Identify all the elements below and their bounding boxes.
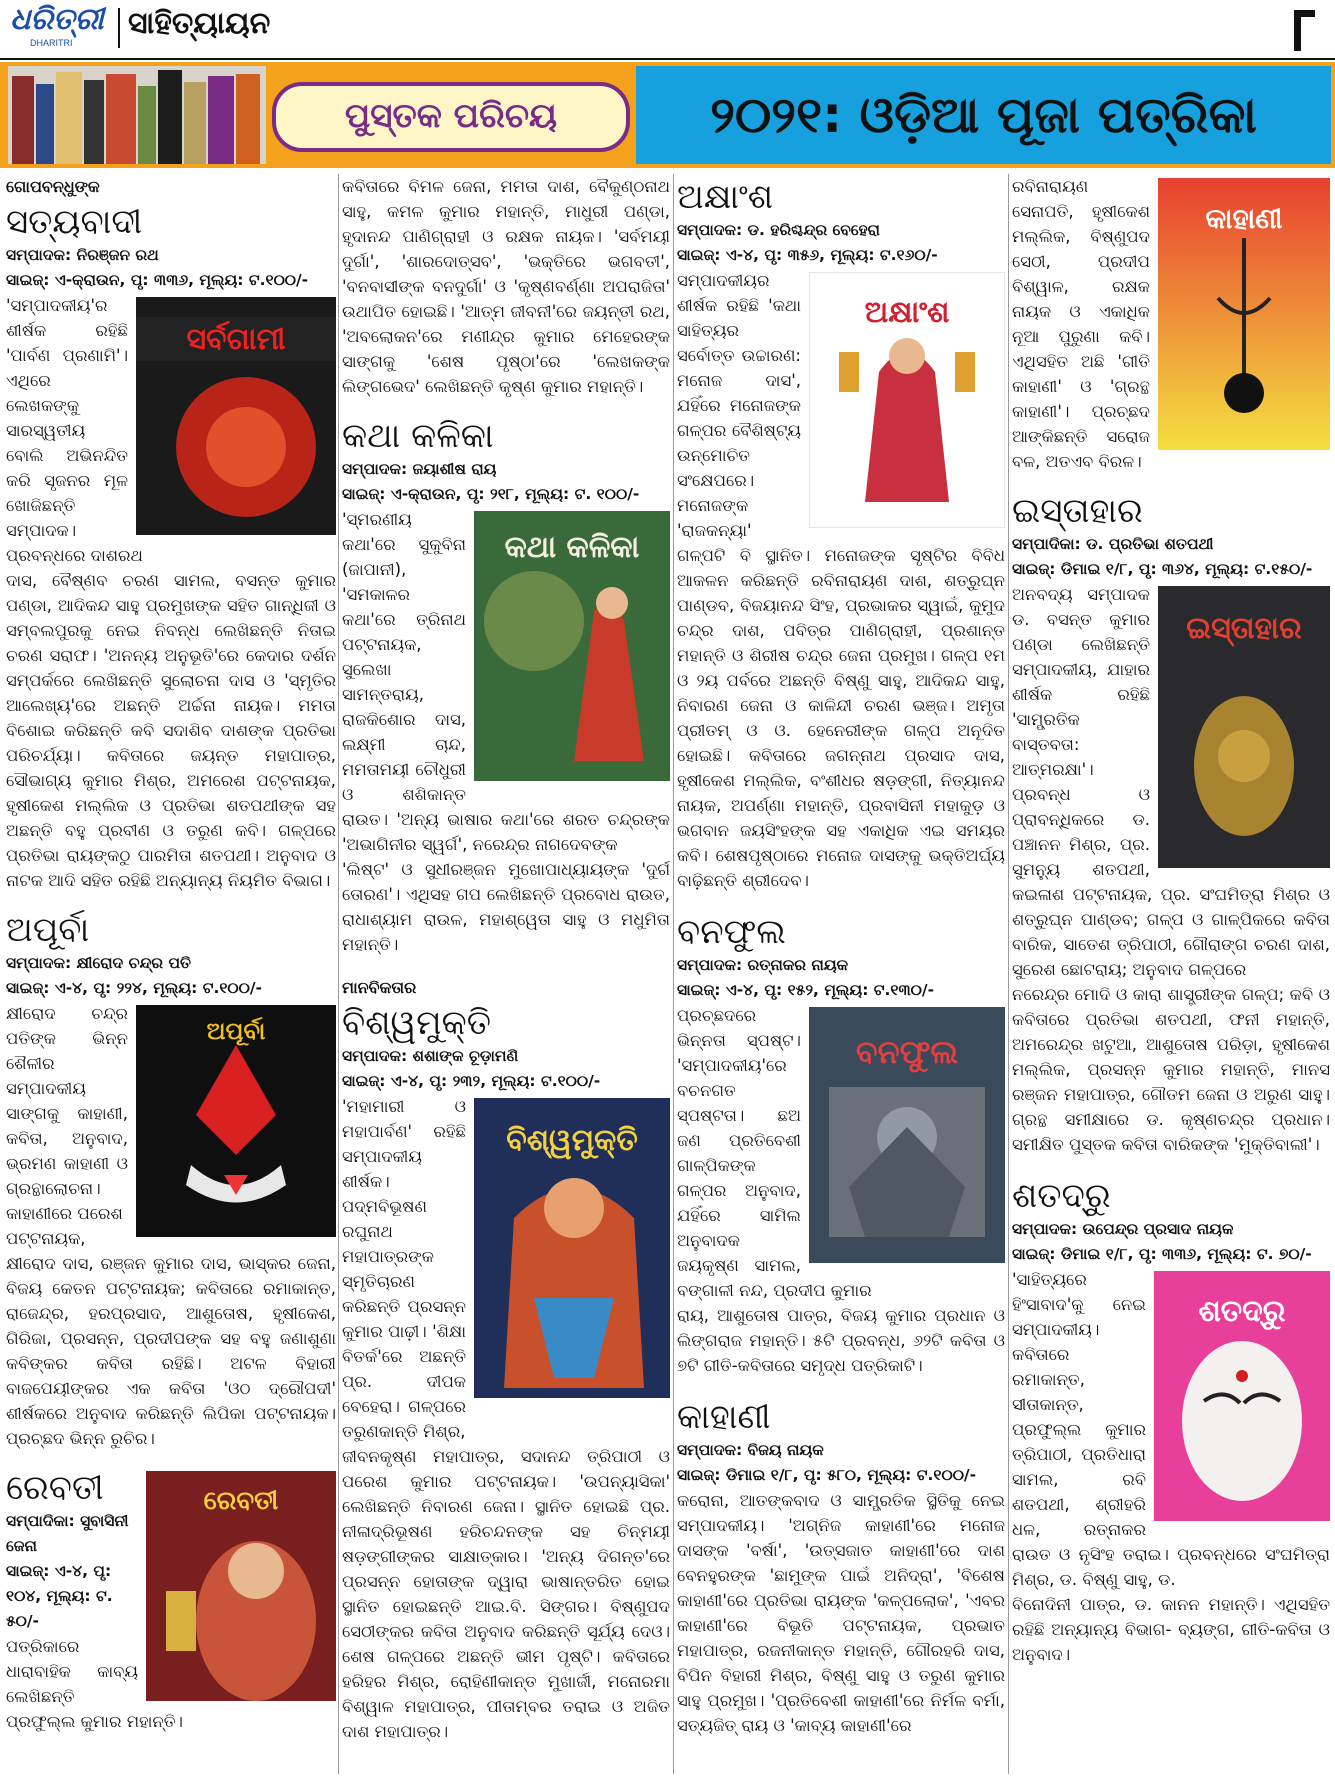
article-editor: ସମ୍ପାଦିକା: ଡ. ପ୍ରତିଭା ଶତପଥୀ (1012, 535, 1214, 553)
cover-title: ରେବତୀ (203, 1486, 279, 1516)
article-kahani (677, 1396, 1005, 1738)
article-title: ସତ୍ୟବାଦୀ (6, 202, 143, 242)
article-size: ସାଇଜ୍: ଡିମାଇ ୧/୮, ପୃ: ୫୮୦, ମୂଲ୍ୟ: ଟ.୧୦୦/- (677, 1466, 977, 1484)
article-title: ଇସ୍ତାହାର (1012, 491, 1143, 531)
article-apurba (6, 909, 336, 1451)
article-title: ବନଫୁଲ (677, 912, 786, 952)
article-title: ଅପୂର୍ବା (6, 910, 90, 950)
article-text: 'ସାହିତ୍ୟରେ ହିଂସାବାଦ'କୁ ନେଇ ସମ୍ପାଦକୀୟ। କବିତାରେ ରମାକାନ୍ତ, ସୀତାକାନ୍ତ, ପ୍ରଫୁଲ୍ଲ କୁମାର ତ୍ରିପାଠୀ, ପ୍ରତିଧାରା ସାମଲ, ରବି ଶତପଥୀ, ଶ୍ରୀହରି ଧଳ, ରତ୍ନାକର ରାଉତ ଓ ନୃସିଂହ ତରାଇ। ପ୍ରବନ୍ଧରେ ସଂଘମିତ୍ରା ମିଶ୍ର, ଡ. ବିଷ୍ଣୁ ସାହୁ, ଡ. (1012, 1270, 1330, 1589)
shatadru-cover-image (1154, 1271, 1330, 1521)
article-editor: ସମ୍ପାଦକ: ବିଜୟ ନାୟକ (677, 1441, 824, 1459)
masthead (0, 0, 1335, 60)
article-title: ଅକ୍ଷାଂଶ (677, 177, 774, 217)
article-text: ଦାସ, ବୈଷ୍ଣବ ଚରଣ ସାମଲ, ବସନ୍ତ କୁମାର ପଣ୍ଡା, ଆଦିକନ୍ଦ ସାହୁ ପ୍ରମୁଖଙ୍କ ସହିତ ଗାନ୍ଧିଜୀ ଓ ସମ୍ବଲପୁରକୁ ନେଇ ନିବନ୍ଧ ଲେଖିଛନ୍ତି ନିତାଇ ଚରଣ ସରାଫ। 'ଅନନ୍ୟ ଅନୁଭୂତି'ରେ କେଦାର ଦର୍ଶନ ସମ୍ପର୍କରେ ଲେଖିଛନ୍ତି ସୁଲୋଚନା ଦାସ ଓ 'ସ୍ମୃତିର ଆଲେଖ୍ୟ'ରେ ଅଛନ୍ତି ଅର୍ଚ୍ଚନା ନାୟକ। ମମତା ବିଶୋଇ କରିଛନ୍ତି କବି ସଦାଶିବ ଦାଶଙ୍କ ପ୍ରତିଭା ପରିଚର୍ଯ୍ୟା। କବିତାରେ ଜୟନ୍ତ ମହାପାତ୍ର, ସୌଭାଗ୍ୟ କୁମାର ମିଶ୍ର, ଅମରେଶ ପଟ୍ଟନାୟକ, ହୃଷୀକେଶ ମଲ୍ଲିକ ଓ ପ୍ରତିଭା ଶତପଥୀଙ୍କ ସହ ଅଛନ୍ତି ବହୁ ପ୍ରବୀଣ ଓ ତରୁଣ କବି। ଗଳ୍ପରେ ପ୍ରତିଭା ରାୟଙ୍କଠୁ ପାରମିତା ଶତପଥୀ। ଅନୁବାଦ ଓ ନାଟକ ଆଦି ସହିତ ରହିଛି ଅନ୍ୟାନ୍ୟ ନିୟମିତ ବିଭାଗ। (6, 571, 336, 890)
logo-subtitle: DHARITRI (30, 38, 73, 48)
article-banaphula (677, 911, 1005, 1378)
article-editor: ସମ୍ପାଦକ: ରତ୍ନାକର ନାୟକ (677, 956, 849, 974)
article-text: ପତ୍ରିକାରେ ଧାରାବାହିକ କାବ୍ୟ ଲେଖିଛନ୍ତି ପ୍ରଫୁଲ୍ଲ କୁମାର ମହାନ୍ତି। (6, 1637, 183, 1731)
article-akshyansha (677, 176, 1005, 893)
article-editor: ସମ୍ପାଦିକା: ସୁବାସିନୀ ଜେନା (6, 1512, 129, 1555)
article-title: ରେବତୀ (6, 1468, 104, 1508)
article-editor: ସମ୍ପାଦକ: ଜୟାଶୀଷ ରାୟ (342, 460, 497, 478)
article-editor: ସମ୍ପାଦକ: ନିରଞ୍ଜନ ରଥ (6, 246, 159, 264)
bishwamukti-cover-image (474, 1098, 670, 1398)
article-text: ବିନୋଦିନୀ ପାତ୍ର, ଡ. କାନନ ମହାନ୍ତି। ଏଥିସହିତ ରହିଛି ଅନ୍ୟାନ୍ୟ ବିଭାଗ- ବ୍ୟଙ୍ଗ, ଗୀତି-କବିତା ଓ ଅନୁବାଦ। (1012, 1595, 1330, 1664)
banaphula-cover-image (809, 1007, 1005, 1263)
article-text: 'ମହାମାରୀ ଓ ମହାପାର୍ବଣ' ରହିଛି ସମ୍ପାଦକୀୟ ଶୀର୍ଷକ। ପଦ୍ମବିଭୂଷଣ ରଘୁନାଥ ମହାପାତ୍ରଙ୍କ ସ୍ମୃତିଚାରଣ କରିଛନ୍ତି ପ୍ରସନ୍ନ କୁମାର ପାଢ଼ୀ। 'ଶିକ୍ଷା ବିତର୍କ'ରେ ଅଛନ୍ତି ପ୍ର. ଦୀପକ ବେହେରା। ଗଳ୍ପରେ ତରୁଣକାନ୍ତି ମିଶ୍ର, (342, 1097, 466, 1441)
article-rebati (6, 1467, 336, 1734)
kathakalika-cover-image (474, 511, 670, 781)
article-text: ରବିନାରାୟଣ ସେନାପତି, ହୃଷୀକେଶ ମଲ୍ଲିକ, ବିଷ୍ଣୁପଦ ସେଠୀ, ପ୍ରଦୀପ ବିଶ୍ୱାଳ, ରକ୍ଷକ ନାୟକ ଓ ଏକାଧିକ ନୂଆ ପୁରୁଣା କବି। ଏଥିସହିତ ଅଛି 'ଗୀତି କାହାଣୀ' ଓ 'ଗ୍ରନ୍ଥ କାହାଣୀ'। ପ୍ରଚ୍ଛଦ ଆଙ୍କିଛନ୍ତି ସରୋଜ ବଳ, ଅତଏବ ବିରଳ। (1012, 177, 1150, 471)
corner-mark-icon (1294, 10, 1315, 51)
article-text: ପ୍ରଚ୍ଛଦରେ ଭିନ୍ନତା ସ୍ପଷ୍ଟ। 'ସମ୍ପାଦକୀୟ'ରେ ବଚନଗତ ସ୍ପଷ୍ଟତା। ଛଅ ଜଣ ପ୍ରତିବେଶୀ ଗାଳ୍ପିକଙ୍କ ଗଳ୍ପର ଅନୁବାଦ, ଯହିଁରେ ସାମିଲ ଅନୁବାଦକ ଜୟକୃଷ୍ଣ ସାମଲ, ବଙ୍ଗାଳୀ ନନ୍ଦ, ପ୍ରଦୀପ କୁମାର (677, 1006, 872, 1300)
column-rule (1008, 174, 1009, 1774)
article-istahar (1012, 490, 1330, 1157)
column-3 (677, 174, 1005, 1774)
article-title: ବିଶ୍ୱମୁକ୍ତି (342, 1003, 491, 1043)
article-pretitle: ମାନବିକତାର (342, 978, 417, 997)
article-editor: ସମ୍ପାଦକ: କ୍ଷୀରୋଦ ଚନ୍ଦ୍ର ପତି (6, 954, 192, 972)
column-4 (1012, 174, 1330, 1774)
article-size: ସାଇଜ୍: ଏ-୪, ପୃ: ୨୩୨, ମୂଲ୍ୟ: ଟ.୧୦୦/- (342, 1072, 601, 1090)
cover-title: ଅପୂର୍ବା (206, 1017, 266, 1045)
article-text: ପଟ୍ଟନାୟକ, କ୍ଷୀରୋଦ ଦାସ, ରଞ୍ଜନ କୁମାର ଦାସ, ଭାସ୍କର ଜେନା, ବିଜୟ କେତନ ପଟ୍ଟନାୟକ; କବିତାରେ ରମାକାନ୍ତ, ରାଜେନ୍ଦ୍ର, ହରପ୍ରସାଦ, ଆଶୁତୋଷ, ହୃଷୀକେଶ, ଗିରିଜା, ପ୍ରସନ୍ନ, ପ୍ରଦୀପଙ୍କ ସହ ବହୁ ଜଣାଶୁଣା କବିଙ୍କର କବିତା ରହିଛି। ଅଟଳ ବିହାରୀ ବାଜପେୟୀଙ୍କର ଏକ କବିତା 'ଓଠ ଦ୍ରୌପଦୀ' ଶୀର୍ଷକରେ ଅନୁବାଦ କରିଛନ୍ତି ଲିପିକା ପଟ୍ଟନାୟକ। ପ୍ରଚ୍ଛଦ ଭିନ୍ନ ରୁଚିର। (6, 1229, 336, 1448)
column-2 (342, 174, 670, 1774)
apurba-cover-image (136, 1005, 336, 1237)
dharitri-logo[interactable]: ଧରିତ୍ରୀ (10, 2, 104, 37)
article-text: 'ରାଜକନ୍ୟା' ଗଳ୍ପଟି ବି ସ୍ଥାନିତ। ମନୋଜଙ୍କ ସୃଷ୍ଟିର ବିବିଧ ଆକଳନ କରିଛନ୍ତି ରବିନାରାୟଣ ଦାଶ, ଶତ୍ରୁଘ୍ନ ପାଣ୍ଡବ, ବିଜୟାନନ୍ଦ ସିଂହ, ପ୍ରଭାକର ସ୍ୱାଇଁ, କୁମୁଦ ଚନ୍ଦ୍ର ଦାଶ, ପବିତ୍ର ପାଣିଗ୍ରାହୀ, ପ୍ରଶାନ୍ତ ମହାନ୍ତି ଓ ଶିରୀଷ ଚନ୍ଦ୍ର ଜେନା ପ୍ରମୁଖ। ଗଳ୍ପ ୧ମ ଓ ୨ୟ ପର୍ବରେ ଅଛନ୍ତି ବିଷ୍ଣୁ ସାହୁ, ଆଦିକନ୍ଦ ସାହୁ, ନିବାରଣ ଜେନା ଓ କାଳିନ୍ଦୀ ଚରଣ ଭଞ୍ଜ। ଅମୃତା ପ୍ରୀତମ୍ ଓ ଓ. ହେନେରୀଙ୍କ ଗଳ୍ପ ଅନୂଦିତ ହୋଇଛି। କବିତାରେ ଜଗନ୍ନାଥ ପ୍ରସାଦ ଦାସ, ହୃଷୀକେଶ ମଲ୍ଲିକ, ବଂଶୀଧର ଷଡ଼ଙ୍ଗୀ, ନିତ୍ୟାନନ୍ଦ ନାୟକ, ଅପର୍ଣ୍ଣା ମହାନ୍ତି, ପ୍ରବାସିନୀ ମହାକୁଡ଼ ଓ ଭଗବାନ ଜୟସିଂହଙ୍କ ସହ ଏକାଧିକ ଏଇ ସମୟର କବି। ଶେଷପୃଷ୍ଠାରେ ମନୋଜ ଦାସଙ୍କୁ ଭକ୍ତିଅର୍ଘ୍ୟ ବାଢ଼ିଛନ୍ତି ଶ୍ରୀଦେବ। (677, 521, 1005, 890)
akshyansha-cover-image (809, 272, 1005, 528)
column-rule (673, 174, 674, 1774)
article-title: କଥା କଳିକା (342, 416, 494, 456)
column-rule (338, 174, 339, 1774)
section-title: ସାହିତ୍ୟାୟନ (128, 6, 271, 41)
cover-title: ବନଫୁଲ (855, 1033, 959, 1071)
article-size: ସାଇଜ୍: ଡିମାଇ ୧/୮, ପୃ: ୩୬୪, ମୂଲ୍ୟ: ଟ.୧୫୦/- (1012, 560, 1313, 578)
article-title: କାହାଣୀ (677, 1397, 771, 1437)
banner-title: ୨୦୨୧: ଓଡ଼ିଆ ପୂଜା ପତ୍ରିକା (636, 66, 1331, 164)
article-size: ସାଇଜ୍: ଏ-କ୍ରାଉନ, ପୃ: ୩୩୬, ମୂଲ୍ୟ: ଟ.୧୦୦/- (6, 271, 309, 289)
cover-title: କଥା କଳିକା (504, 530, 640, 565)
article-pretitle: ଗୋପବନ୍ଧୁଙ୍କ (6, 177, 100, 196)
istahar-cover-image (1158, 586, 1330, 868)
article-editor: ସମ୍ପାଦକ: ଉପେନ୍ଦ୍ର ପ୍ରସାଦ ନାୟକ (1012, 1220, 1234, 1238)
article-text: କବିତାରେ ବିମଳ ଜେନା, ମମତା ଦାଶ, ବୈକୁଣ୍ଠନାଥ ସାହୁ, କମଳ କୁମାର ମହାନ୍ତି, ମାଧୁରୀ ପଣ୍ଡା, ହୃଦାନନ୍ଦ ପାଣିଗ୍ରାହୀ ଓ ରକ୍ଷକ ନାୟକ। 'ସର୍ବମୟୀ ଦୁର୍ଗା', 'ଶାରଦୋତ୍ସବ', 'ଭକ୍ତିରେ ଭଗବତୀ', 'ବନବାସୀଙ୍କ ବନଦୁର୍ଗା' ଓ 'କୃଷ୍ଣବର୍ଣ୍ଣା ଅପରାଜିତା' ଉଥାପିତ ହୋଇଛି। 'ଆତ୍ମ ଜୀବନୀ'ରେ ଜୟନ୍ତୀ ରଥ, 'ଅବଲୋକନ'ରେ ମଣୀନ୍ଦ୍ର କୁମାର ମେହେରଙ୍କ ସାଙ୍ଗକୁ 'ଶେଷ ପୃଷ୍ଠା'ରେ 'ଲେଖକଙ୍କ ଲିଙ୍ଗଭେଦ' ଲେଖିଛନ୍ତି କୃଷ୍ଣ କୁମାର ମହାନ୍ତି। (342, 177, 670, 396)
article-text: ନରେନ୍ଦ୍ର ମୋଦି ଓ କାରା ଶାସ୍ତ୍ରୀଙ୍କ ଗଳ୍ପ; କବି ଓ କବିତାରେ ପ୍ରତିଭା ଶତପଥୀ, ଫନୀ ମହାନ୍ତି, ଅମରେନ୍ଦ୍ର ଖଟୁଆ, ଆଶୁତୋଷ ପରିଡ଼ା, ହୃଷୀକେଶ ମଲ୍ଲିକ, ପ୍ରସନ୍ନ କୁମାର ମହାନ୍ତି, ମାନସ ରଞ୍ଜନ ମହାପାତ୍ର, ଗୌତମ ଜେନା ଓ ଅରୁଣ ସାହୁ। ଗ୍ରନ୍ଥ ସମୀକ୍ଷାରେ ଡ. କୃଷ୍ଣଚନ୍ଦ୍ର ପ୍ରଧାନ। ସମୀକ୍ଷିତ ପୁସ୍ତକ କବିତା ବାରିକଙ୍କ 'ମୁକ୍ତିବାଲୀ'। (1012, 985, 1330, 1154)
article-text: ଅନବଦ୍ୟ ସମ୍ପାଦକ ଡ. ବସନ୍ତ କୁମାର ପଣ୍ଡା ଲେଖିଛନ୍ତି ସମ୍ପାଦକୀୟ, ଯାହାର ଶୀର୍ଷକ ରହିଛି 'ସାମ୍ପ୍ରତିକ ବାସ୍ତବତା: ଆତ୍ମରକ୍ଷା'। ପ୍ରବନ୍ଧ ଓ ପ୍ରାବନ୍ଧିକରେ ଡ. ପଞ୍ଚାନନ ମିଶ୍ର, ପ୍ର. ସୁମନ୍ୟୁ ଶତପଥୀ, କଇଳାଶ ପଟ୍ଟନାୟକ, ପ୍ର. ସଂଘମିତ୍ରା ମିଶ୍ର ଓ ଶତ୍ରୁଘ୍ନ ପାଣ୍ଡବ; ଗଳ୍ପ ଓ ଗାଳ୍ପିକରେ କବିତା ବାରିକ, ସାତେଶ ତ୍ରିପାଠୀ, ଗୌରାଙ୍ଗ ଚରଣ ଦାଶ, ସୁରେଶ ଛୋଟରାୟ; ଅନୁବାଦ ଗଳ୍ପରେ (1012, 585, 1330, 979)
article-text: ରାୟ, ଆଶୁତୋଷ ପାତ୍ର, ବିଜୟ କୁମାର ପ୍ରଧାନ ଓ ଲିଙ୍ଗରାଜ ମହାନ୍ତି। ୫ଟି ପ୍ରବନ୍ଧ, ୬୨ଟି କବିତା ଓ ୭ଟି ଗୀତି-କବିତାରେ ସମୃଦ୍ଧ ପତ୍ରିକାଟି। (677, 1306, 1005, 1375)
bookshelf-image (8, 66, 266, 164)
sarbagami-cover-image (136, 297, 336, 535)
book-intro-label: ପୁସ୍ତକ ପରିଚୟ (272, 82, 630, 152)
article-text: ସମ୍ପାଦକୀୟର ଶୀର୍ଷକ ରହିଛି 'କଥା ସାହିତ୍ୟର ସର୍ବୋତ୍ତ ଉଚ୍ଚାରଣ: ମନୋଜ ଦାସ', ଯହିଁରେ ମନୋଜଙ୍କ ଗଳ୍ପର ବୈଶିଷ୍ଟ୍ୟ ଉନ୍ମୋଚିତ ସଂକ୍ଷେପରେ। ମନୋଜଙ୍କ (677, 271, 801, 515)
article-size: ସାଇଜ୍: ଏ-୪, ପୃ: ୨୨୪, ମୂଲ୍ୟ: ଟ.୧୦୦/- (6, 979, 262, 997)
cover-title: କାହାଣୀ (1205, 202, 1283, 235)
article-size: ସାଇଜ୍: ଡିମାଇ ୧/୮, ପୃ: ୩୩୬, ମୂଲ୍ୟ: ଟ. ୭୦/- (1012, 1245, 1312, 1263)
article-text: କରୋନା, ଆତଙ୍କବାଦ ଓ ସାମ୍ପ୍ରତିକ ସ୍ଥିତିକୁ ନେଇ ସମ୍ପାଦକୀୟ। 'ଅଗ୍ନିଜ କାହାଣୀ'ରେ ମନୋଜ ଦାସଙ୍କ 'ବର୍ଷା', 'ଉତ୍ସଜାତ କାହାଣୀ'ରେ ଦାଶ ବେନହୁରଙ୍କ 'ଛାମୁଙ୍କ ପାଇଁ ଅନିଦ୍ରା', 'ବିଶେଷ କାହାଣୀ'ରେ ପ୍ରତିଭା ରାୟଙ୍କ 'କଳ୍ପଲୋକ', 'ଏବର କାହାଣୀ'ରେ ବିଭୂତି ପଟ୍ଟନାୟକ, ପ୍ରଭାତ ମହାପାତ୍ର, ରଜନୀକାନ୍ତ ମହାନ୍ତି, ଗୌରହରି ଦାସ, ବିପିନ ବିହାରୀ ମିଶ୍ର, ବିଷ୍ଣୁ ସାହୁ ଓ ତରୁଣ କୁମାର ସାହୁ ପ୍ରମୁଖ। 'ପ୍ରତିବେଶୀ କାହାଣୀ'ରେ ନିର୍ମଳ ବର୍ମା, ସତ୍ୟଜିତ୍ ରାୟ ଓ 'କାବ୍ୟ କାହାଣୀ'ରେ (677, 1491, 1005, 1735)
article-size: ସାଇଜ୍: ଏ-କ୍ରାଉନ, ପୃ: ୨୧୮, ମୂଲ୍ୟ: ଟ. ୧୦୦/- (342, 485, 640, 503)
cover-title: ଇସ୍ତାହାର (1186, 611, 1302, 646)
article-text: ଜୀବନକୃଷ୍ଣ ମହାପାତ୍ର, ସଦାନନ୍ଦ ତ୍ରିପାଠୀ ଓ ପରେଶ କୁମାର ପଟ୍ଟନାୟକ। 'ଉପନ୍ୟାସିକା' ଲେଖିଛନ୍ତି ନିବାରଣ ଜେନା। ସ୍ଥାନିତ ହୋଇଛି ପ୍ର. ନୀଳାଦ୍ରିଭୂଷଣ ହରିଚନ୍ଦନଙ୍କ ସହ ଚିନ୍ମୟୀ ଷଡ଼ଙ୍ଗୀଙ୍କର ସାକ୍ଷାତ୍କାର। 'ଅନ୍ୟ ଦିଗନ୍ତ'ରେ ପ୍ରସନ୍ନ ହୋତାଙ୍କ ଦ୍ୱାରା ଭାଷାନ୍ତରିତ ହୋଇ ସ୍ଥାନିତ ହୋଇଛନ୍ତି ଆଇ.ବି. ସିଙ୍ଗର। ବିଷ୍ଣୁପଦ ସେଠୀଙ୍କର କବିତା ଅନୁବାଦ କରିଛନ୍ତି ସୂର୍ଯ୍ୟ ଦେଓ। ଶେଷ ଗଳ୍ପରେ ଅଛନ୍ତି ଭୀମ ପୃଷ୍ଟି। କବିତାରେ ହରିହର ମିଶ୍ର, ରୋହିଣୀକାନ୍ତ ମୁଖାର୍ଜୀ, ମନୋରମା ବିଶ୍ୱାଳ ମହାପାତ୍ର, ପୀତାମ୍ବର ତରାଇ ଓ ଅଜିତ ଦାଶ ମହାପାତ୍ର। (342, 1447, 670, 1741)
article-size: ସାଇଜ୍: ଏ-୪, ପୃ: ୧୦୪, ମୂଲ୍ୟ: ଟ. ୫୦/- (6, 1562, 113, 1630)
column-1 (6, 174, 336, 1774)
kahani-cover-image (1158, 178, 1330, 450)
article-text: 'ସ୍ମରଣୀୟ କଥା'ରେ ସୁକୁବିନା (ଜାପାନୀ), 'ସମକାଳର କଥା'ରେ ତ୍ରିନାଥ ପଟ୍ଟନାୟକ, ସୁଲେଖା ସାମନ୍ତରାୟ, ରାଜକିଶୋର ଦାସ, ଲକ୍ଷ୍ମୀ ଚାନ୍ଦ, ମମତାମୟୀ ଚୌଧୁରୀ ଓ ଶଶିକାନ୍ତ ରାଉତ। 'ଅନ୍ୟ ଭାଷାର କଥା'ରେ ଶରତ ଚନ୍ଦ୍ରଙ୍କ 'ଅଭାଗିନୀର ସ୍ୱର୍ଗ', ନରେନ୍ଦ୍ର ନାଗଦେବଙ୍କ (342, 510, 670, 854)
article-text: 'ଲିଷ୍ଟ' ଓ ସୁଧୀରଞ୍ଜନ ମୁଖୋପାଧ୍ୟାୟଙ୍କ 'ଦୁର୍ଗ ତୋରଣ'। ଏଥିସହ ଗପ ଲେଖିଛନ୍ତି ପ୍ରବୋଧ ରାଉତ, ରାଧାଶ୍ୟାମ ରାଉଳ, ମହାଶ୍ୱେତା ସାହୁ ଓ ମଧୁମିତା ମହାନ୍ତି। (342, 860, 670, 954)
article-editor: ସମ୍ପାଦକ: ଶଶାଙ୍କ ଚୂଡ଼ାମଣି (342, 1047, 519, 1065)
article-editor: ସମ୍ପାଦକ: ଡ. ହରିଶ୍ଚନ୍ଦ୍ର ବେହେରା (677, 221, 880, 239)
cover-title: ବିଶ୍ୱମୁକ୍ତି (506, 1123, 638, 1158)
article-kathakalika (342, 415, 670, 957)
article-shatadru (1012, 1175, 1330, 1667)
article-size: ସାଇଜ୍: ଏ-୪, ପୃ: ୩୫୬, ମୂଲ୍ୟ: ଟ.୧୬୦/- (677, 246, 938, 264)
article-size: ସାଇଜ୍: ଏ-୪, ପୃ: ୧୫୨, ମୂଲ୍ୟ: ଟ.୧୩୦/- (677, 981, 934, 999)
article-text: କ୍ଷୀରୋଦ ଚନ୍ଦ୍ର ପତିଙ୍କ ଭିନ୍ନ ଶୈଳୀର ସମ୍ପାଦକୀୟ ସାଙ୍ଗକୁ କାହାଣୀ, କବିତା, ଅନୁବାଦ, ଭ୍ରମଣ କାହାଣୀ ଓ ଗ୍ରନ୍ଥାଲୋଚନା। କାହାଣୀରେ ପରେଶ (6, 1004, 128, 1223)
article-title: ଶତଦ୍ରୁ (1012, 1176, 1111, 1216)
cover-title: ଅକ୍ଷାଂଶ (864, 295, 950, 330)
cover-title: ଶତଦ୍ରୁ (1198, 1294, 1286, 1329)
article-text: 'ସମ୍ପାଦକୀୟ'ର ଶୀର୍ଷକ ରହିଛି 'ପାର୍ବଣ ପ୍ରଣାମି'। ଏଥିରେ ଲେଖକଙ୍କୁ ସାରସ୍ୱତୀୟ ବୋଲି ଅଭିନନ୍ଦିତ କରି ସୃଜନର ମୂଳ ଖୋଜିଛନ୍ତି ସମ୍ପାଦକ। ପ୍ରବନ୍ଧରେ ଦାଶରଥ (6, 296, 143, 565)
article-bishwamukti (342, 975, 670, 1744)
rebati-cover-image (146, 1471, 336, 1701)
masthead-divider (118, 8, 120, 48)
article-satyabadi (6, 174, 336, 893)
cover-title: ସର୍ବଗାମୀ (186, 322, 286, 357)
